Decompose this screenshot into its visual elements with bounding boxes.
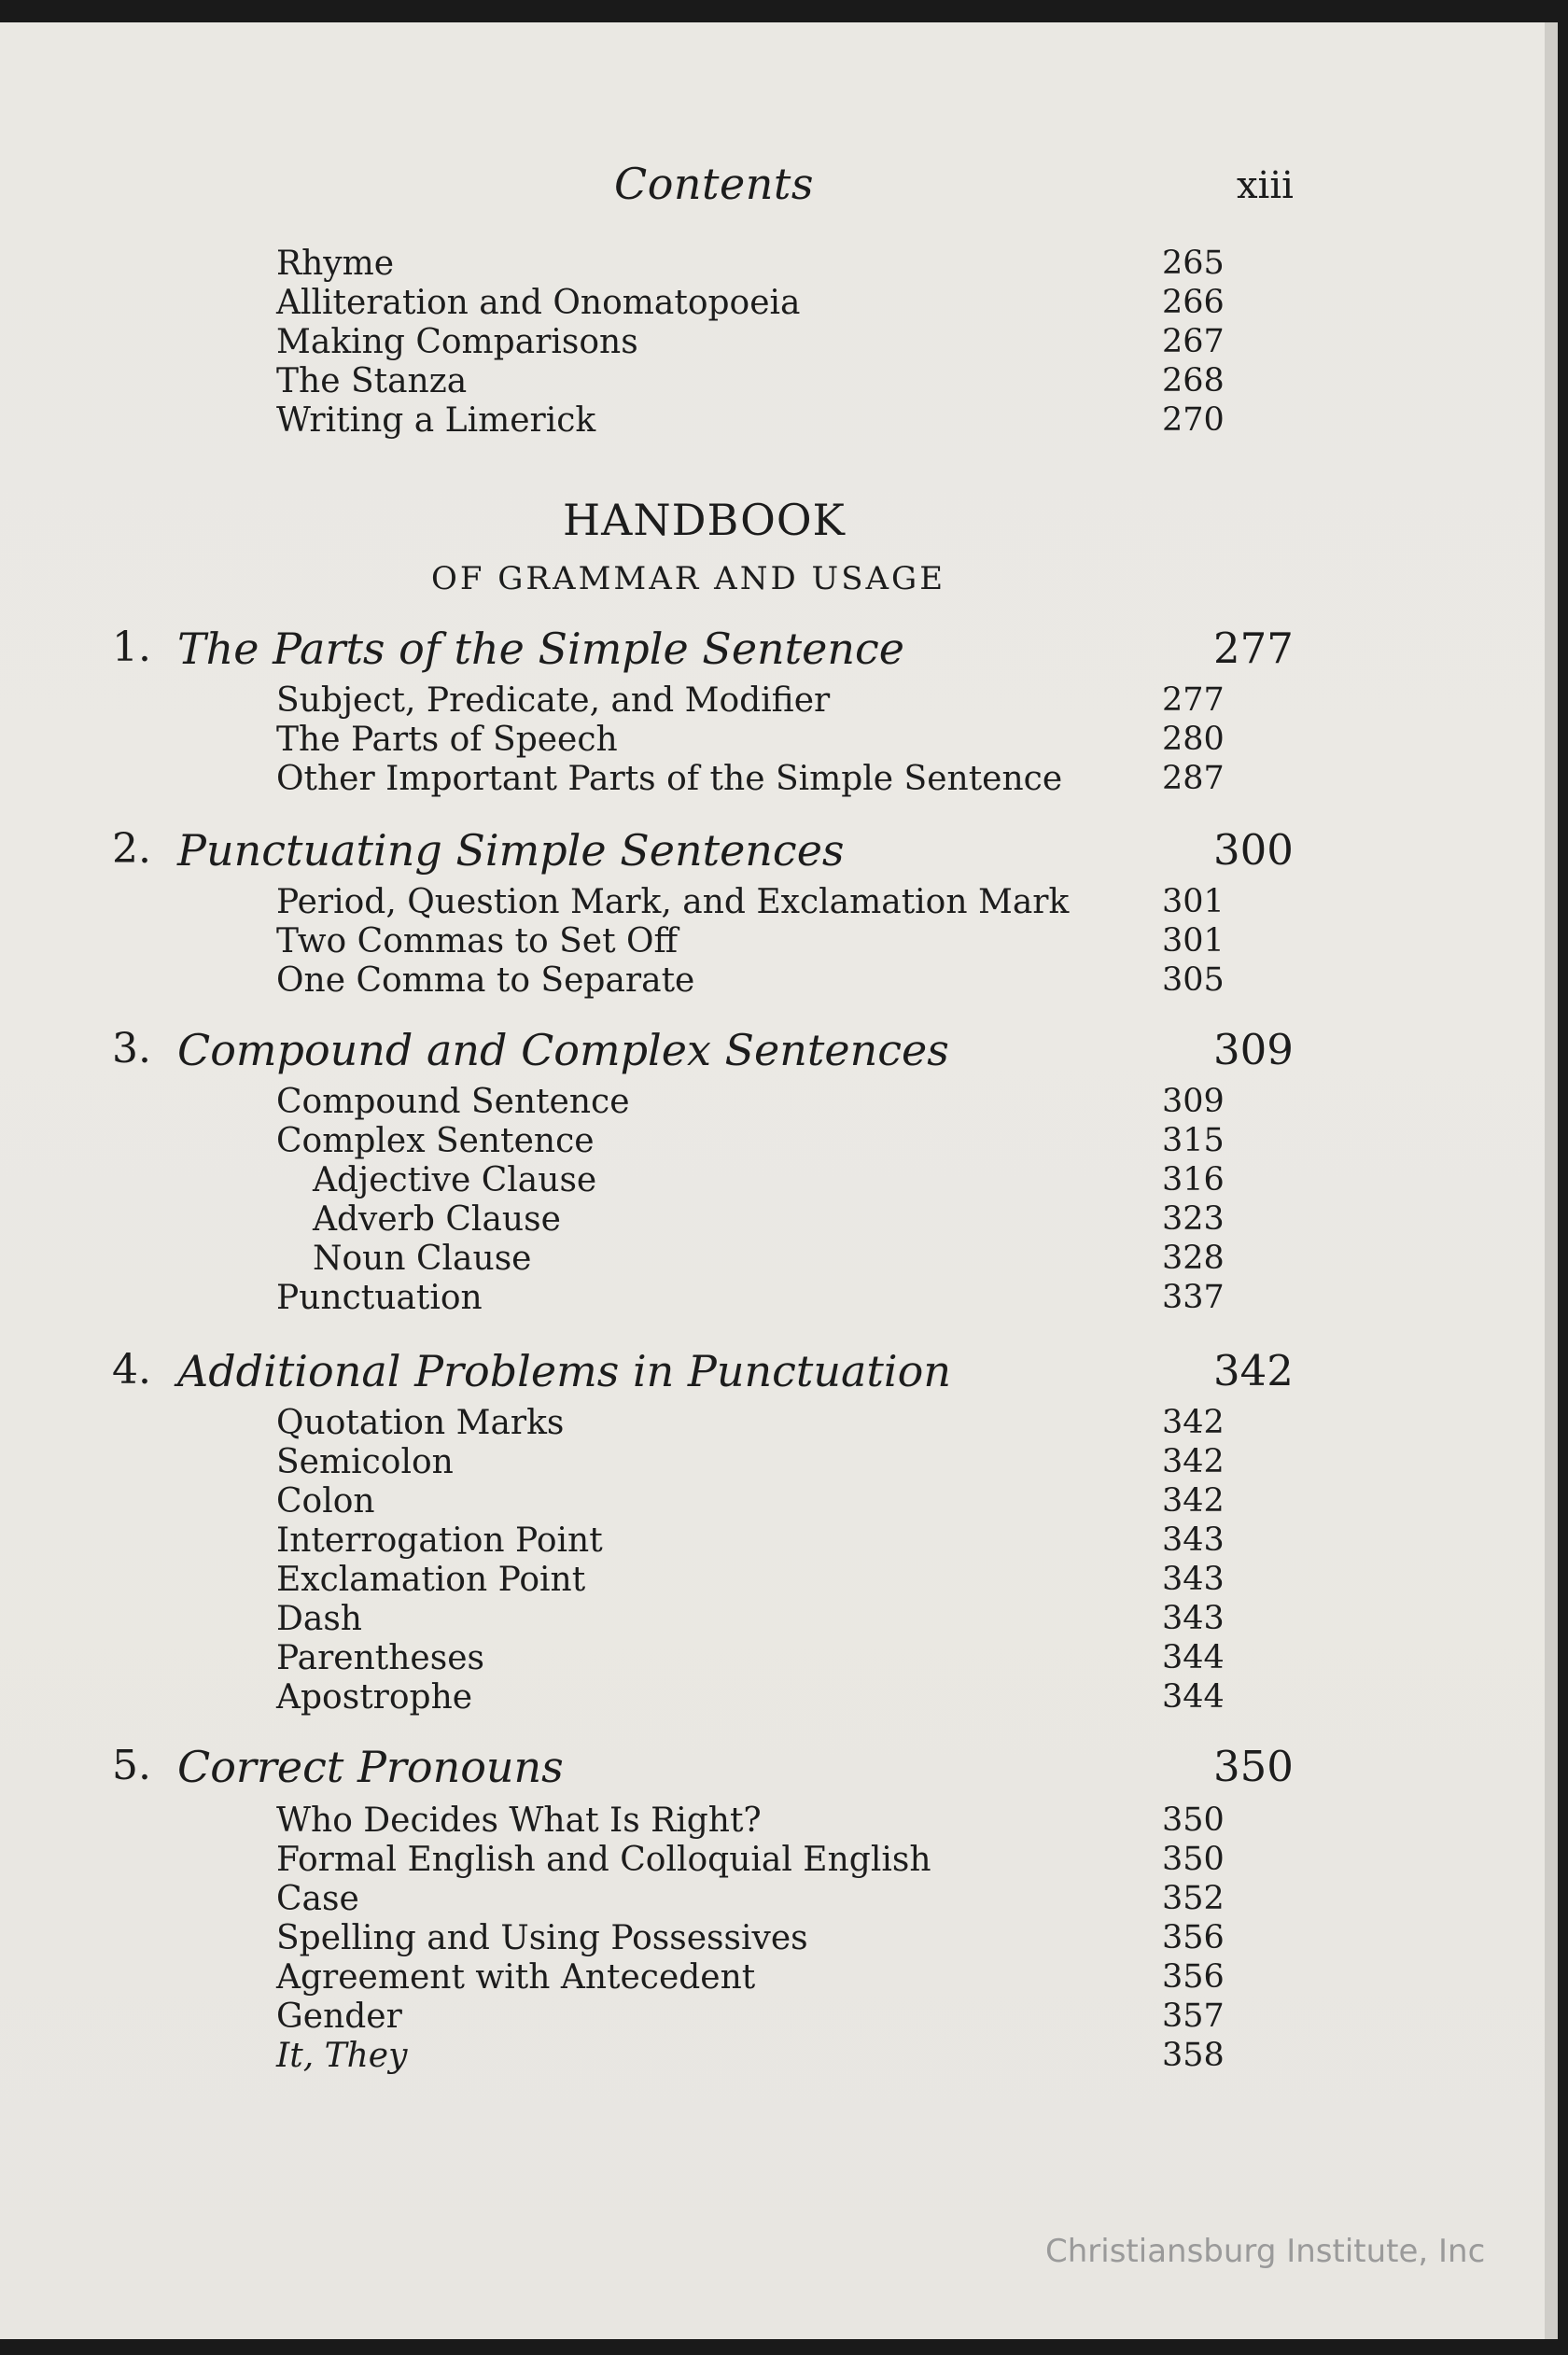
entry-page: 342 bbox=[1162, 1404, 1225, 1441]
toc-entry bbox=[0, 1880, 1568, 1919]
entry-label: Adjective Clause bbox=[313, 1161, 597, 1199]
toc-entry bbox=[0, 883, 1568, 922]
entry-page: 316 bbox=[1162, 1161, 1225, 1199]
toc-entry bbox=[0, 1122, 1568, 1161]
toc-entry bbox=[0, 284, 1568, 323]
entry-label: Writing a Limerick bbox=[276, 401, 596, 440]
handbook-subtitle: OF GRAMMAR AND USAGE bbox=[431, 560, 946, 597]
chapter-number: 2. bbox=[112, 825, 151, 873]
entry-page: 301 bbox=[1162, 922, 1225, 960]
chapter-page: 300 bbox=[1213, 825, 1294, 875]
chapter-heading bbox=[0, 825, 1568, 881]
entry-label: Making Comparisons bbox=[276, 323, 638, 361]
toc-entry bbox=[0, 1083, 1568, 1122]
toc-entry bbox=[0, 760, 1568, 799]
toc-entry bbox=[0, 362, 1568, 401]
toc-entry bbox=[0, 922, 1568, 961]
entry-page: 280 bbox=[1162, 721, 1225, 758]
entry-page: 343 bbox=[1162, 1521, 1225, 1559]
toc-entry bbox=[0, 1279, 1568, 1318]
toc-entry bbox=[0, 1801, 1568, 1841]
entry-label: The Parts of Speech bbox=[276, 721, 618, 759]
entry-page: 344 bbox=[1162, 1639, 1225, 1676]
entry-label: Agreement with Antecedent bbox=[276, 1958, 756, 1997]
toc-entry bbox=[0, 245, 1568, 284]
chapter-number: 1. bbox=[112, 624, 151, 671]
entry-label: Spelling and Using Possessives bbox=[276, 1919, 808, 1957]
toc-entry bbox=[0, 1200, 1568, 1240]
entry-label: Semicolon bbox=[276, 1443, 454, 1481]
toc-entry bbox=[0, 1919, 1568, 1958]
entry-label: Compound Sentence bbox=[276, 1083, 630, 1121]
chapter-title: Punctuating Simple Sentences bbox=[177, 825, 845, 876]
chapter-page: 309 bbox=[1213, 1025, 1294, 1074]
toc-entry bbox=[0, 721, 1568, 760]
entry-label: Formal English and Colloquial English bbox=[276, 1841, 931, 1879]
toc-entry bbox=[0, 401, 1568, 441]
toc-entry bbox=[0, 1561, 1568, 1600]
entry-label: The Stanza bbox=[276, 362, 468, 400]
entry-label: Two Commas to Set Off bbox=[276, 922, 679, 960]
entry-page: 344 bbox=[1162, 1678, 1225, 1716]
chapter-number: 5. bbox=[112, 1742, 151, 1789]
chapter-page: 277 bbox=[1213, 624, 1294, 673]
entry-page: 350 bbox=[1162, 1801, 1225, 1839]
entry-label: Case bbox=[276, 1880, 359, 1918]
entry-page: 265 bbox=[1162, 245, 1225, 282]
chapter-title: Additional Problems in Punctuation bbox=[177, 1346, 951, 1396]
entry-page: 356 bbox=[1162, 1919, 1225, 1956]
entry-label: Other Important Parts of the Simple Sentence bbox=[276, 760, 1063, 798]
chapter-heading bbox=[0, 1742, 1568, 1798]
toc-entry bbox=[0, 1161, 1568, 1200]
entry-label: It, They bbox=[276, 2037, 408, 2075]
chapter-heading bbox=[0, 624, 1568, 680]
toc-entry bbox=[0, 2037, 1568, 2076]
entry-page: 343 bbox=[1162, 1600, 1225, 1637]
toc-entry bbox=[0, 1240, 1568, 1279]
chapter-number: 4. bbox=[112, 1346, 151, 1394]
chapter-number: 3. bbox=[112, 1025, 151, 1072]
toc-entry bbox=[0, 1639, 1568, 1678]
entry-label: Adverb Clause bbox=[313, 1200, 561, 1239]
entry-page: 268 bbox=[1162, 362, 1225, 400]
running-head-title: Contents bbox=[614, 159, 814, 209]
chapter-heading bbox=[0, 1346, 1568, 1402]
chapter-title: The Parts of the Simple Sentence bbox=[177, 624, 904, 674]
entry-page: 342 bbox=[1162, 1482, 1225, 1520]
entry-page: 301 bbox=[1162, 883, 1225, 920]
chapter-title: Compound and Complex Sentences bbox=[177, 1025, 949, 1075]
toc-entry bbox=[0, 961, 1568, 1001]
entry-page: 342 bbox=[1162, 1443, 1225, 1480]
toc-entry bbox=[0, 1841, 1568, 1880]
entry-page: 337 bbox=[1162, 1279, 1225, 1316]
chapter-page: 342 bbox=[1213, 1346, 1294, 1395]
toc-entry bbox=[0, 681, 1568, 721]
entry-page: 287 bbox=[1162, 760, 1225, 797]
entry-label: Apostrophe bbox=[276, 1678, 473, 1717]
entry-page: 267 bbox=[1162, 323, 1225, 360]
entry-label: Dash bbox=[276, 1600, 362, 1638]
entry-page: 328 bbox=[1162, 1240, 1225, 1277]
entry-page: 323 bbox=[1162, 1200, 1225, 1238]
entry-label: Quotation Marks bbox=[276, 1404, 565, 1442]
toc-entry bbox=[0, 1404, 1568, 1443]
toc-entry bbox=[0, 1482, 1568, 1521]
entry-label: Alliteration and Onomatopoeia bbox=[276, 284, 801, 322]
entry-page: 352 bbox=[1162, 1880, 1225, 1917]
entry-page: 350 bbox=[1162, 1841, 1225, 1878]
entry-page: 315 bbox=[1162, 1122, 1225, 1159]
entry-page: 277 bbox=[1162, 681, 1225, 719]
entry-page: 266 bbox=[1162, 284, 1225, 321]
entry-label: Exclamation Point bbox=[276, 1561, 586, 1599]
toc-entry bbox=[0, 1678, 1568, 1717]
chapter-heading bbox=[0, 1025, 1568, 1081]
chapter-page: 350 bbox=[1213, 1742, 1294, 1791]
entry-page: 305 bbox=[1162, 961, 1225, 999]
handbook-title: HANDBOOK bbox=[563, 495, 846, 545]
entry-page: 357 bbox=[1162, 1998, 1225, 2035]
toc-entry bbox=[0, 323, 1568, 362]
entry-label: One Comma to Separate bbox=[276, 961, 695, 1000]
entry-label: Parentheses bbox=[276, 1639, 484, 1677]
entry-page: 309 bbox=[1162, 1083, 1225, 1120]
entry-label: Subject, Predicate, and Modifier bbox=[276, 681, 831, 720]
entry-label: Who Decides What Is Right? bbox=[276, 1801, 762, 1840]
entry-label: Colon bbox=[276, 1482, 375, 1521]
toc-entry bbox=[0, 1998, 1568, 2037]
entry-label: Rhyme bbox=[276, 245, 395, 283]
toc-entry bbox=[0, 1521, 1568, 1561]
entry-page: 358 bbox=[1162, 2037, 1225, 2074]
entry-page: 356 bbox=[1162, 1958, 1225, 1996]
watermark-text: Christiansburg Institute, Inc bbox=[1045, 2233, 1486, 2270]
entry-page: 343 bbox=[1162, 1561, 1225, 1598]
toc-entry bbox=[0, 1600, 1568, 1639]
toc-entry bbox=[0, 1443, 1568, 1482]
entry-label: Gender bbox=[276, 1998, 402, 2036]
toc-entry bbox=[0, 1958, 1568, 1998]
entry-label: Interrogation Point bbox=[276, 1521, 603, 1560]
chapter-title: Correct Pronouns bbox=[177, 1742, 564, 1792]
entry-label: Noun Clause bbox=[313, 1240, 532, 1278]
entry-label: Punctuation bbox=[276, 1279, 483, 1317]
entry-label: Complex Sentence bbox=[276, 1122, 595, 1160]
running-head-page-number: xiii bbox=[1237, 164, 1294, 207]
entry-page: 270 bbox=[1162, 401, 1225, 439]
entry-label: Period, Question Mark, and Exclamation Mark bbox=[276, 883, 1070, 921]
